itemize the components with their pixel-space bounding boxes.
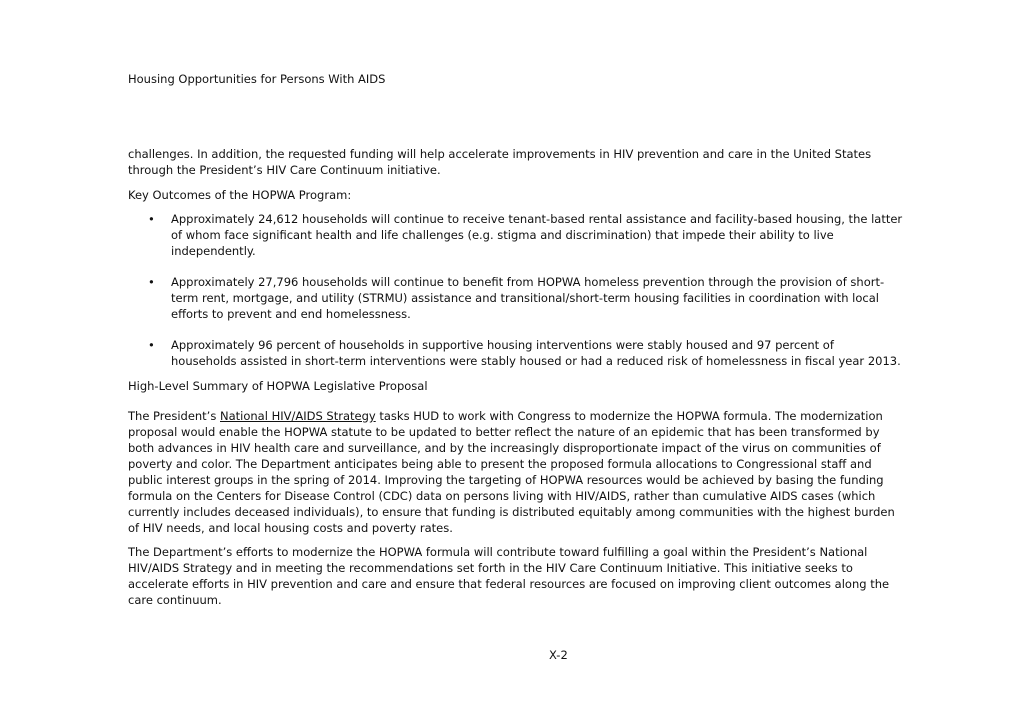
national-strategy-link[interactable]: National HIV/AIDS Strategy: [220, 409, 376, 423]
outcome-text: Approximately 24,612 households will continue to receive tenant-based rental assistance and facility-based housing, the latter of whom face significant health and life challenges (e.g. stigma and discrimination) that impede their ability to live independently.: [171, 212, 903, 258]
outcomes-list: [128, 211, 903, 369]
summary-para1-suffix: tasks HUD to work with Congress to modernize the HOPWA formula. The modernization proposal would enable the HOPWA statute to be updated to better reflect the nature of an epidemic that has been transformed by both advances in HIV health care and surveillance, and by the increasingly disproportionate impact of the virus on communities of poverty and color. The Department anticipates being able to present the proposed formula allocations to Congressional staff and public interest groups in the spring of 2014. Improving the targeting of HOPWA resources would be achieved by basing the funding formula on the Centers for Disease Control (CDC) data on persons living with HIV/AIDS, rather than cumulative AIDS cases (which currently includes deceased individuals), to ensure that funding is distributed equitably among communities with the highest burden of HIV needs, and local housing costs and poverty rates.: [128, 409, 895, 535]
page-number: X-2: [549, 648, 568, 662]
document-body: [128, 146, 903, 616]
outcomes-heading: Key Outcomes of the HOPWA Program:: [128, 188, 352, 202]
bullet-icon: •: [148, 212, 155, 226]
running-header: Housing Opportunities for Persons With AIDS: [128, 72, 386, 86]
outcome-text: Approximately 96 percent of households in supportive housing interventions were stably housed and 97 percent of households assisted in short-term interventions were stably housed or had a reduced risk of homelessness in fiscal year 2013.: [171, 338, 901, 368]
outcome-item: [128, 337, 903, 369]
bullet-icon: •: [148, 275, 155, 289]
outcome-item: [128, 274, 903, 322]
bullet-icon: •: [148, 338, 155, 352]
intro-paragraph: challenges. In addition, the requested funding will help accelerate improvements in HIV prevention and care in the United States through the President’s HIV Care Continuum initiative.: [128, 147, 872, 177]
outcome-text: Approximately 27,796 households will continue to benefit from HOPWA homeless prevention through the provision of short-term rent, mortgage, and utility (STRMU) assistance and transitional/short-term housing facilities in coordination with local efforts to prevent and end homelessness.: [171, 275, 885, 321]
summary-paragraph-2: The Department’s efforts to modernize the HOPWA formula will contribute toward fulfilling a goal within the President’s National HIV/AIDS Strategy and in meeting the recommendations set forth in the HIV Care Continuum Initiative. This initiative seeks to accelerate efforts in HIV prevention and care and ensure that federal resources are focused on improving client outcomes along the care continuum.: [128, 545, 890, 607]
outcome-item: [128, 211, 903, 259]
summary-para1-prefix: The President’s: [128, 409, 220, 423]
summary-heading: High-Level Summary of HOPWA Legislative Proposal: [128, 379, 428, 393]
summary-paragraph-1: [128, 408, 903, 536]
